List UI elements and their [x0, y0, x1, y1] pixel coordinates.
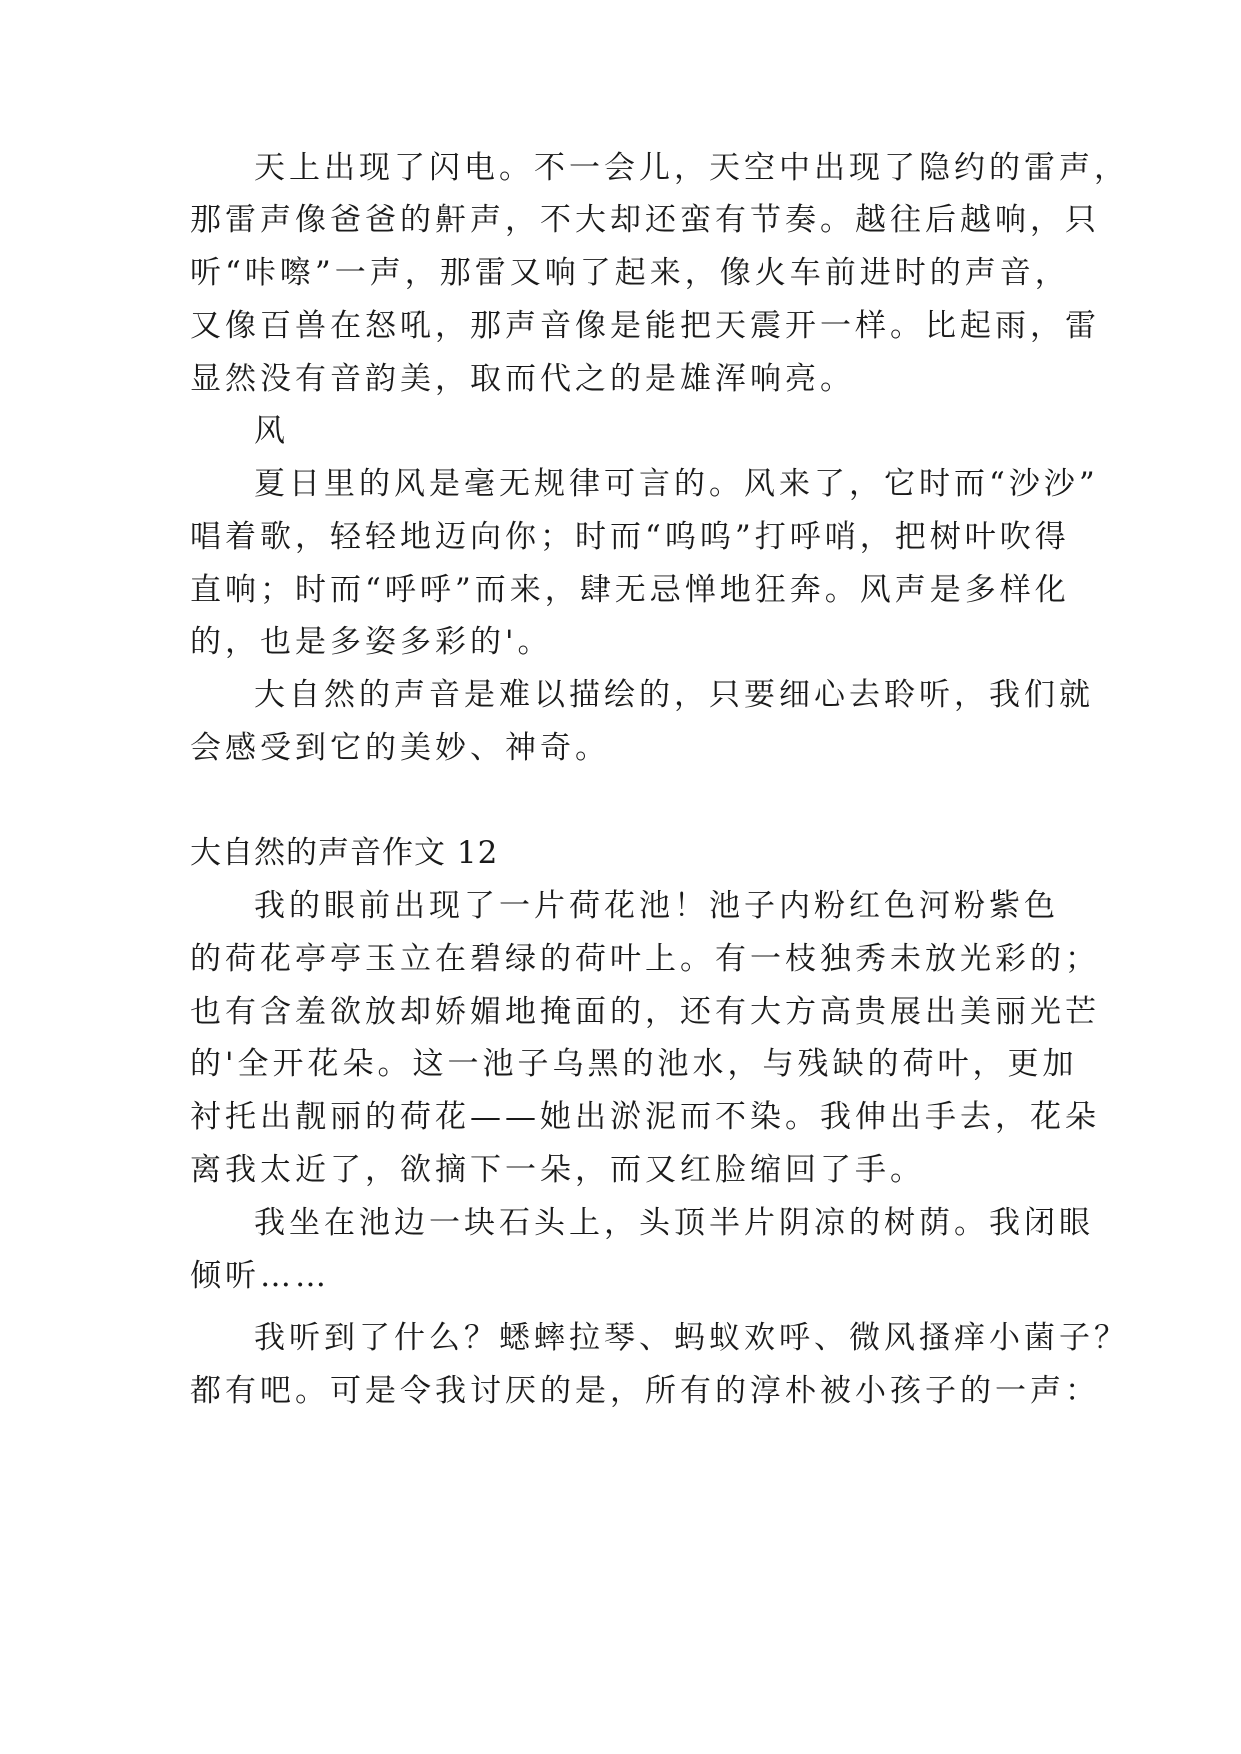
paragraph-line: 倾听…… [190, 1258, 330, 1294]
paragraph-line: 也有含羞欲放却娇媚地掩面的，还有大方高贵展出美丽光芒 [190, 994, 1100, 1030]
paragraph-line: 唱着歌，轻轻地迈向你；时而“呜呜”打呼哨，把树叶吹得 [190, 519, 1070, 555]
paragraph-line: 都有吧。可是令我讨厌的是，所有的淳朴被小孩子的一声： [190, 1373, 1100, 1409]
paragraph-line: 又像百兽在怒吼，那声音像是能把天震开一样。比起雨，雷 [190, 308, 1100, 344]
paragraph-line: 衬托出靓丽的荷花——她出淤泥而不染。我伸出手去，花朵 [190, 1099, 1100, 1135]
paragraph-line: 我听到了什么？蟋蟀拉琴、蚂蚁欢呼、微风搔痒小菌子？ [254, 1320, 1129, 1356]
section-title: 大自然的声音作文 12 [190, 835, 499, 871]
paragraph-line: 听“咔嚓”一声，那雷又响了起来，像火车前进时的声音， [190, 255, 1070, 291]
paragraph-line: 夏日里的风是毫无规律可言的。风来了，它时而“沙沙” [254, 466, 1099, 502]
paragraph-line: 大自然的声音是难以描绘的，只要细心去聆听，我们就 [254, 677, 1094, 713]
paragraph-line: 那雷声像爸爸的鼾声，不大却还蛮有节奏。越往后越响，只 [190, 202, 1100, 238]
paragraph-line: 会感受到它的美妙、神奇。 [190, 730, 610, 766]
paragraph-line: 的'全开花朵。这一池子乌黑的池水，与残缺的荷叶，更加 [190, 1046, 1078, 1082]
paragraph-line: 离我太近了，欲摘下一朵，而又红脸缩回了手。 [190, 1152, 925, 1188]
paragraph-line: 显然没有音韵美，取而代之的是雄浑响亮。 [190, 361, 855, 397]
paragraph-line: 我坐在池边一块石头上，头顶半片阴凉的树荫。我闭眼 [254, 1205, 1094, 1241]
paragraph-line: 直响；时而“呼呼”而来，肆无忌惮地狂奔。风声是多样化 [190, 572, 1070, 608]
subheading-wind: 风 [254, 413, 289, 449]
paragraph-line: 天上出现了闪电。不一会儿，天空中出现了隐约的雷声， [254, 150, 1129, 186]
paragraph-line: 的，也是多姿多彩的'。 [190, 624, 553, 660]
paragraph-line: 我的眼前出现了一片荷花池！池子内粉红色河粉紫色 [254, 888, 1059, 924]
paragraph-line: 的荷花亭亭玉立在碧绿的荷叶上。有一枝独秀未放光彩的； [190, 941, 1100, 977]
